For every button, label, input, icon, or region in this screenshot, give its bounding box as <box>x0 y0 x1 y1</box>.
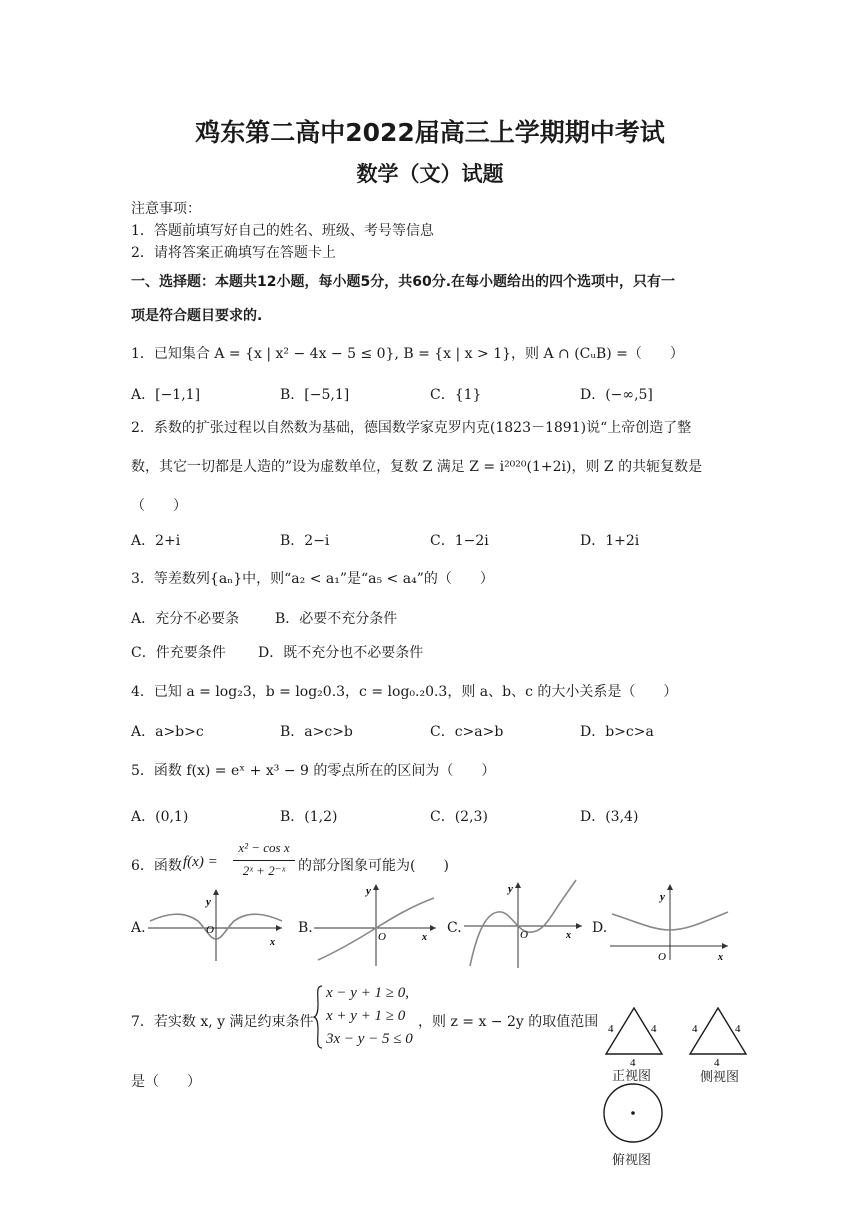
graph-d-y-arrow <box>667 884 673 890</box>
graph-option-b <box>312 880 440 970</box>
notes-heading: 注意事项： <box>131 201 201 217</box>
graph-d-origin-label: O <box>658 951 666 963</box>
question-6-option-c: C. <box>447 920 462 936</box>
question-7-constraint-3: 3x − y − 5 ≤ 0 <box>326 1031 413 1047</box>
graph-a-y-arrow <box>213 889 219 895</box>
graph-a-origin-label: O <box>206 924 214 936</box>
graph-a-y-label: y <box>206 896 211 908</box>
front-view-label: 正视图 <box>612 1069 652 1084</box>
question-4-option-c: C．c>a>b <box>430 724 504 740</box>
front-view-edge-bottom: 4 <box>630 1057 636 1066</box>
graph-b-y-label: y <box>366 885 371 897</box>
graph-option-d <box>608 880 732 966</box>
question-2-option-c: C．1−2i <box>430 533 489 549</box>
front-view-edge-left: 4 <box>608 1023 614 1035</box>
question-4-option-a: A．a>b>c <box>131 724 204 740</box>
exam-title: 鸡东第二高中2022届高三上学期期中考试 <box>195 118 665 147</box>
note-item-1: 1．答题前填写好自己的姓名、班级、考号等信息 <box>131 223 434 239</box>
question-6-option-a: A. <box>131 920 146 936</box>
question-3-stem: 3．等差数列{aₙ}中，则“a₂ < a₁”是“a₅ < a₄”的（ ） <box>131 571 494 587</box>
graph-option-c <box>462 878 586 970</box>
question-7-stem-suffix: ，则 z = x − 2y 的取值范围 <box>418 1014 599 1030</box>
side-view-edge-bottom: 4 <box>714 1057 720 1066</box>
question-6-stem-prefix: 6．函数 <box>131 858 182 874</box>
side-view-figure <box>682 1000 754 1066</box>
question-4-option-b: B．a>c>b <box>280 724 353 740</box>
question-7-brace <box>312 984 324 1050</box>
question-1-stem: 1．已知集合 A = {x | x² − 4x − 5 ≤ 0}, B = {x | x > 1}，则 A ∩ (CᵤB) =（ ） <box>131 346 684 362</box>
front-view-edge-right: 4 <box>651 1023 657 1035</box>
side-view-edge-left: 4 <box>692 1023 698 1035</box>
question-6-option-d: D. <box>592 920 608 936</box>
question-5-option-c: C．(2,3) <box>430 809 488 825</box>
question-5-option-d: D．(3,4) <box>580 809 639 825</box>
graph-c-x-arrow <box>576 923 582 929</box>
question-6-numerator: x² − cos x <box>238 840 290 855</box>
question-7-stem-line2: 是（ ） <box>131 1074 201 1090</box>
question-3-option-a: A．充分不必要条 <box>131 611 240 627</box>
question-1-option-d: D．(−∞,5] <box>580 387 653 403</box>
graph-b-y-arrow <box>373 884 379 890</box>
graph-c-y-label: y <box>508 883 513 895</box>
question-6-fraction-bar <box>233 860 295 861</box>
graph-c-curve <box>470 880 576 966</box>
question-6-stem-suffix: 的部分图象可能为( ) <box>298 858 449 874</box>
note-item-2: 2．请将答案正确填写在答题卡上 <box>131 245 336 261</box>
graph-c-y-arrow <box>515 882 521 888</box>
section-heading-line1: 一、选择题：本题共12小题，每小题5分，共60分.在每小题给出的四个选项中，只有一 <box>131 274 676 290</box>
graph-c-x-label: x <box>566 930 571 941</box>
question-2-stem-line1: 2．系数的扩张过程以自然数为基础，德国数学家克罗内克(1823－1891)说“上帝创造了整 <box>131 420 692 436</box>
graph-d-x-label: x <box>718 952 723 963</box>
question-6-denominator: 2ˣ + 2⁻ˣ <box>242 863 286 878</box>
section-heading-line2: 项是符合题目要求的. <box>131 308 263 324</box>
front-view-figure <box>598 1000 670 1066</box>
graph-option-a <box>146 885 286 965</box>
question-3-option-b: B．必要不充分条件 <box>275 611 398 627</box>
graph-b-x-arrow <box>430 925 436 931</box>
graph-d-y-label: y <box>660 891 665 903</box>
question-1-option-c: C．{1} <box>430 387 482 403</box>
question-7-stem-prefix: 7．若实数 x, y 满足约束条件 <box>131 1014 314 1030</box>
question-6-function-name: f(x) = <box>183 854 218 870</box>
question-6-option-b: B. <box>298 920 313 936</box>
question-2-stem-line3: （ ） <box>131 498 187 514</box>
graph-d-x-arrow <box>722 943 728 949</box>
question-2-stem-line2: 数，其它一切都是人造的”设为虚数单位，复数 Z 满足 Z = i²⁰²⁰(1+2i)，则 Z 的共轭复数是 <box>131 459 703 475</box>
question-7-constraint-1: x − y + 1 ≥ 0, <box>326 985 410 1001</box>
graph-b-origin-label: O <box>378 931 386 943</box>
question-4-stem: 4．已知 a = log₂3，b = log₂0.3，c = log₀.₂0.3，则 a、b、c 的大小关系是（ ） <box>131 684 678 700</box>
question-5-option-b: B．(1,2) <box>280 809 338 825</box>
question-3-option-c: C．件充要条件 <box>131 645 226 661</box>
top-view-center-dot <box>631 1111 635 1115</box>
side-view-edge-right: 4 <box>735 1023 741 1035</box>
top-view-label: 俯视图 <box>612 1153 652 1168</box>
exam-subtitle: 数学（文）试题 <box>356 162 504 186</box>
graph-c-origin-label: O <box>520 929 528 941</box>
question-2-option-d: D．1+2i <box>580 533 640 549</box>
top-view-figure <box>600 1082 666 1148</box>
question-2-option-a: A．2+i <box>131 533 181 549</box>
side-view-label: 侧视图 <box>700 1070 740 1085</box>
question-5-stem: 5．函数 f(x) = eˣ + x³ − 9 的零点所在的区间为（ ） <box>131 763 496 779</box>
graph-a-x-arrow <box>276 925 282 931</box>
question-7-constraint-2: x + y + 1 ≥ 0 <box>326 1008 406 1024</box>
question-3-option-d: D．既不充分也不必要条件 <box>258 645 424 661</box>
question-4-option-d: D．b>c>a <box>580 724 654 740</box>
question-2-option-b: B．2−i <box>280 533 330 549</box>
question-1-option-a: A．[−1,1] <box>131 387 201 403</box>
graph-a-x-label: x <box>270 937 275 948</box>
question-1-option-b: B．[−5,1] <box>280 387 350 403</box>
graph-b-x-label: x <box>422 932 427 943</box>
question-5-option-a: A．(0,1) <box>131 809 189 825</box>
